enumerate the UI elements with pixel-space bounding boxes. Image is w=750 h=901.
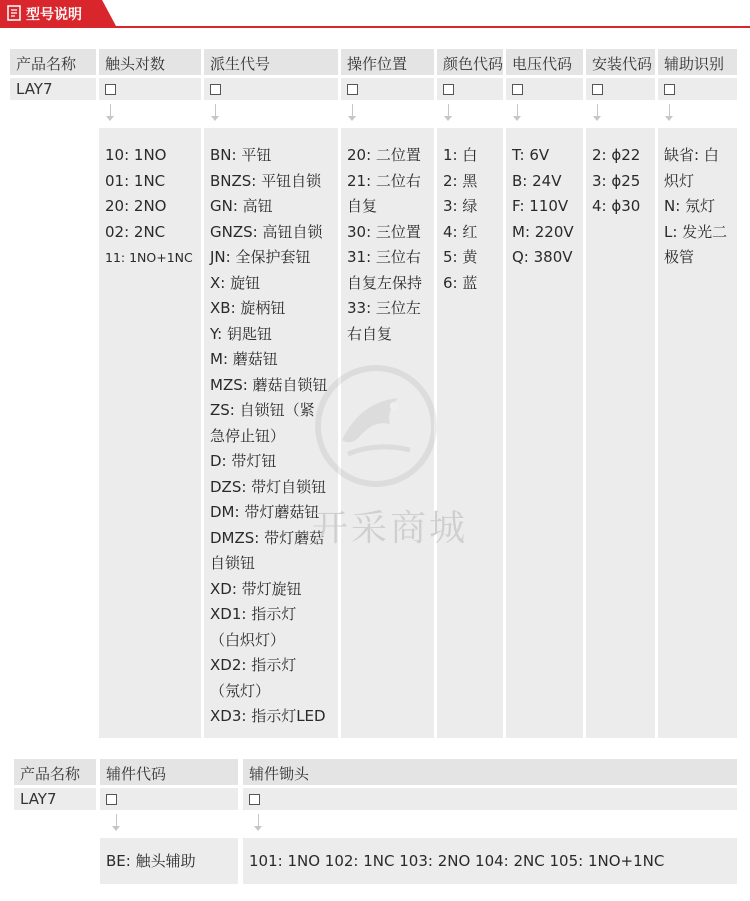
- arrow-down-icon: [112, 826, 120, 831]
- product-name-value-2: LAY7: [14, 788, 96, 810]
- option-item: 33: 三位左: [347, 299, 421, 317]
- option-item: 急停止钮）: [210, 426, 286, 445]
- header-mounting-code: 安装代码: [586, 49, 655, 75]
- option-item: 4: 红: [443, 222, 478, 241]
- connector-line: [448, 104, 449, 116]
- option-item: XB: 旋柄钮: [210, 299, 286, 317]
- color-code-options: [437, 128, 503, 738]
- contact-pairs-options: [99, 128, 201, 738]
- option-item: BNZS: 平钮自锁: [210, 171, 322, 190]
- option-item: 5: 黄: [443, 248, 478, 266]
- mounting-code-options: [586, 128, 655, 738]
- option-item: 自复左保持: [347, 273, 423, 292]
- voltage-code-slot: [506, 78, 583, 100]
- option-item: DMZS: 带灯蘑菇: [210, 528, 325, 547]
- code-placeholder-box: [664, 84, 675, 95]
- option-item: GN: 高钮: [210, 197, 273, 215]
- document-icon: [7, 5, 21, 21]
- contact-pairs-slot: [99, 78, 201, 100]
- bird-logo-icon: [312, 362, 440, 490]
- arrow-down-icon: [444, 116, 452, 121]
- header-accessory-code: 辅件代码: [100, 759, 238, 785]
- arrow-down-icon: [593, 116, 601, 121]
- header-contact-pairs: 触头对数: [99, 49, 201, 75]
- option-item: 11: 1NO+1NC: [105, 250, 193, 265]
- option-item: ZS: 自锁钮（紧: [210, 401, 315, 419]
- option-item: 2: ϕ22: [592, 146, 641, 164]
- option-item: 01: 1NC: [105, 171, 166, 190]
- header-operating-position: 操作位置: [341, 49, 434, 75]
- option-item: 20: 二位置: [347, 146, 421, 164]
- option-item: Y: 钥匙钮: [210, 324, 272, 343]
- arrow-down-icon: [106, 116, 114, 121]
- arrow-down-icon: [513, 116, 521, 121]
- option-item: 30: 三位置: [347, 222, 421, 241]
- option-item: F: 110V: [512, 197, 569, 215]
- option-item: 20: 2NO: [105, 197, 167, 215]
- arrow-down-icon: [211, 116, 219, 121]
- option-item: 3: 绿: [443, 197, 478, 215]
- derivative-code-slot: [204, 78, 338, 100]
- code-placeholder-box: [105, 84, 116, 95]
- option-item: XD1: 指示灯: [210, 605, 297, 623]
- connector-line: [352, 104, 353, 116]
- option-item: GNZS: 高钮自锁: [210, 222, 323, 241]
- code-placeholder-box: [512, 84, 523, 95]
- accessory-code-slot: [100, 788, 238, 810]
- option-item: XD3: 指示灯LED: [210, 707, 326, 725]
- code-placeholder-box: [347, 84, 358, 95]
- option-item: 右自复: [347, 324, 393, 343]
- accessory-code-options: [100, 838, 238, 884]
- voltage-code-options: [506, 128, 583, 738]
- code-placeholder-box: [106, 794, 117, 805]
- section-title: 型号说明: [26, 7, 82, 23]
- accessory-contact-options: [243, 838, 737, 884]
- operating-position-slot: [341, 78, 434, 100]
- connector-line: [597, 104, 598, 116]
- color-code-slot: [437, 78, 503, 100]
- option-item: 自复: [347, 197, 378, 215]
- header-accessory-contact: 辅件锄头: [243, 759, 737, 785]
- accessory-contact-slot: [243, 788, 737, 810]
- option-item: 4: ϕ30: [592, 197, 641, 215]
- option-item: XD2: 指示灯: [210, 656, 297, 674]
- option-item: N: 氖灯: [664, 197, 716, 215]
- header-color-code: 颜色代码: [437, 49, 503, 75]
- option-item: M: 220V: [512, 222, 574, 241]
- option-item: 101: 1NO 102: 1NC 103: 2NO 104: 2NC 105: 1NO+1NC: [249, 852, 665, 870]
- option-item: BE: 触头辅助: [106, 852, 196, 870]
- header-product-name-2: 产品名称: [14, 759, 96, 785]
- option-item: （氖灯）: [210, 681, 271, 700]
- header-product-name: 产品名称: [10, 49, 96, 75]
- option-item: 3: ϕ25: [592, 171, 641, 190]
- arrow-down-icon: [348, 116, 356, 121]
- option-item: D: 带灯钮: [210, 452, 277, 470]
- section-header-line: [0, 26, 750, 28]
- header-aux-identification: 辅助识别: [658, 49, 737, 75]
- code-placeholder-box: [210, 84, 221, 95]
- option-item: （白炽灯）: [210, 630, 286, 649]
- code-placeholder-box: [592, 84, 603, 95]
- option-item: 21: 二位右: [347, 171, 421, 190]
- connector-line: [517, 104, 518, 116]
- connector-line: [215, 104, 216, 116]
- option-item: 自锁钮: [210, 554, 256, 572]
- connector-line: [258, 814, 259, 826]
- option-item: 02: 2NC: [105, 222, 166, 241]
- aux-identification-slot: [658, 78, 737, 100]
- option-item: DM: 带灯蘑菇钮: [210, 503, 320, 521]
- code-placeholder-box: [249, 794, 260, 805]
- option-item: 炽灯: [664, 171, 695, 190]
- option-item: 缺省: 白: [664, 146, 719, 164]
- mounting-code-slot: [586, 78, 655, 100]
- connector-line: [669, 104, 670, 116]
- option-item: 6: 蓝: [443, 273, 478, 292]
- header-derivative-code: 派生代号: [204, 49, 338, 75]
- option-item: XD: 带灯旋钮: [210, 579, 302, 598]
- option-item: BN: 平钮: [210, 146, 272, 164]
- option-item: 2: 黑: [443, 171, 478, 190]
- watermark-text: 开采商城: [312, 508, 469, 549]
- option-item: 极管: [664, 248, 695, 266]
- option-item: Q: 380V: [512, 248, 573, 266]
- option-item: DZS: 带灯自锁钮: [210, 477, 327, 496]
- option-item: 10: 1NO: [105, 146, 167, 164]
- option-item: JN: 全保护套钮: [210, 248, 311, 266]
- option-item: MZS: 蘑菇自锁钮: [210, 375, 328, 394]
- option-item: L: 发光二: [664, 222, 728, 241]
- option-item: B: 24V: [512, 171, 562, 190]
- connector-line: [110, 104, 111, 116]
- header-voltage-code: 电压代码: [506, 49, 583, 75]
- connector-line: [116, 814, 117, 826]
- product-name-value: LAY7: [10, 78, 96, 100]
- arrow-down-icon: [254, 826, 262, 831]
- option-item: 1: 白: [443, 146, 478, 164]
- option-item: T: 6V: [512, 146, 550, 164]
- option-item: 31: 三位右: [347, 248, 421, 266]
- option-item: M: 蘑菇钮: [210, 350, 278, 368]
- arrow-down-icon: [665, 116, 673, 121]
- aux-identification-options: [658, 128, 737, 738]
- option-item: X: 旋钮: [210, 273, 261, 292]
- code-placeholder-box: [443, 84, 454, 95]
